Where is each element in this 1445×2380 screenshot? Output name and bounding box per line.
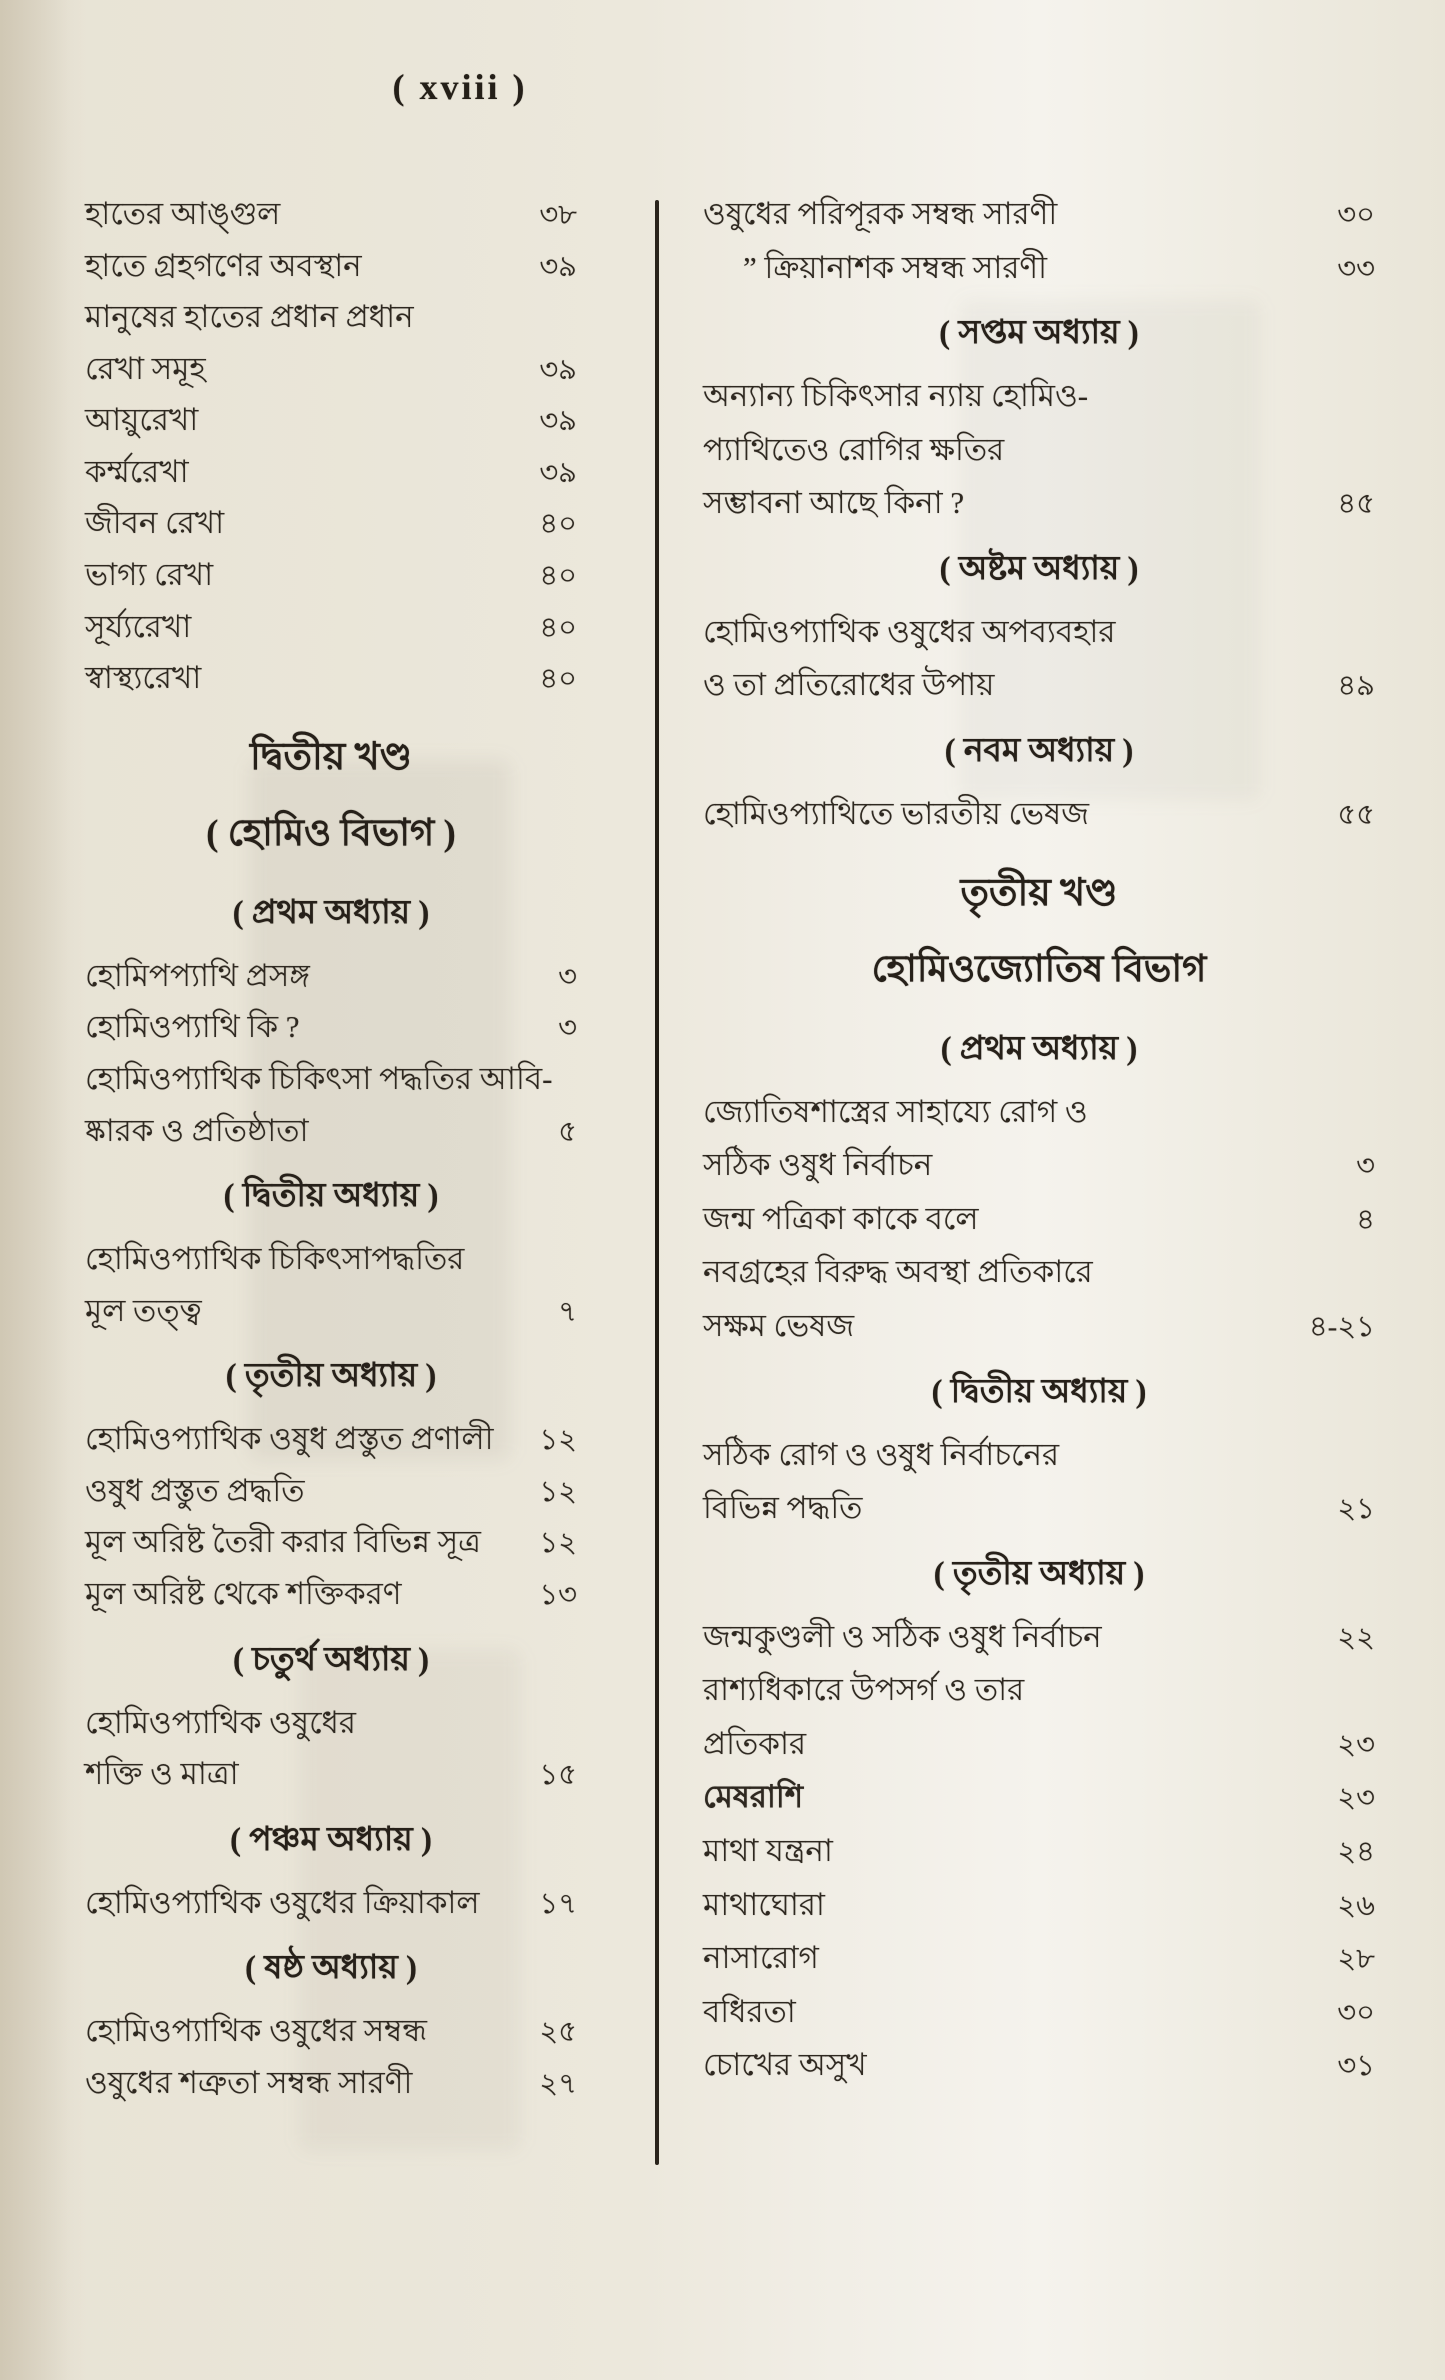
toc-entry	[85, 609, 577, 646]
toc-entry-title: স্বাস্থ্যরেখা	[85, 660, 202, 696]
toc-entry	[703, 1887, 1375, 1924]
toc-entry-title: বধিরতা	[703, 1993, 796, 2029]
toc-entry	[85, 1524, 577, 1561]
toc-entry-page: ২৭	[539, 2067, 577, 2100]
toc-entry-title: রেখা সমূহ	[85, 350, 206, 386]
toc-entry-title: হোমিওপ্যাথিক ওষুধ প্রস্তুত প্রণালী	[85, 1421, 494, 1457]
chapter-heading: ( প্রথম অধ্যায় )	[940, 1030, 1138, 1067]
toc-columns	[85, 196, 1375, 2165]
toc-entry-page: ১২	[539, 1527, 577, 1560]
toc-entry	[85, 660, 577, 697]
toc-entry-title: জ্যোতিষশাস্ত্রের সাহায্যে রোগ ও	[703, 1093, 1088, 1129]
toc-entry	[85, 402, 577, 439]
toc-entry	[85, 299, 577, 336]
toc-entry	[703, 667, 1375, 704]
toc-right-column	[659, 196, 1375, 2101]
toc-entry-page: ৫	[558, 1115, 577, 1148]
toc-entry-page: ৩	[558, 960, 577, 993]
division-heading: হোমিওজ্যোতিষ বিভাগ	[871, 948, 1207, 990]
toc-entry	[85, 1061, 577, 1098]
toc-entry	[85, 1113, 577, 1150]
toc-entry-title: ওষুধের শত্রুতা সম্বন্ধ সারণী	[85, 2064, 413, 2100]
toc-entry	[703, 1994, 1375, 2031]
toc-entry-title: হাতের আঙ্গুল	[85, 196, 281, 231]
toc-entry-page: ২৩	[1337, 1728, 1375, 1761]
toc-entry-page: ৩৯	[539, 405, 577, 438]
toc-entry-page: ২৮	[1337, 1943, 1375, 1976]
toc-entry-title: সঠিক রোগ ও ওষুধ নির্বাচনের	[703, 1436, 1059, 1472]
toc-entry-title: ওষুধের পরিপূরক সম্বন্ধ সারণী	[703, 196, 1058, 231]
toc-entry	[703, 1254, 1375, 1291]
toc-entry-title: সম্ভাবনা আছে কিনা ?	[703, 485, 965, 521]
toc-entry-page: ৪০	[539, 508, 577, 541]
toc-entry-title: সূর্য্যরেখা	[85, 608, 192, 644]
toc-entry	[703, 250, 1375, 287]
chapter-heading: ( নবম অধ্যায় )	[944, 733, 1134, 770]
toc-entry	[703, 1779, 1375, 1816]
toc-entry-page: ৪০	[539, 663, 577, 696]
toc-entry-title: অন্যান্য চিকিৎসার ন্যায় হোমিও-	[703, 378, 1089, 414]
toc-entry	[703, 1672, 1375, 1709]
volume-heading: তৃতীয় খণ্ড	[960, 871, 1118, 914]
toc-entry-page: ১৭	[539, 1887, 577, 1920]
toc-entry-page: ৩	[1356, 1150, 1375, 1183]
toc-entry-page: ৪৫	[1337, 488, 1375, 521]
toc-entry-title: হোমিওপ্যাথি কি ?	[85, 1009, 300, 1045]
toc-entry	[85, 1421, 577, 1458]
toc-entry-title: জীবন রেখা	[85, 505, 225, 541]
toc-entry-page: ৩০	[1337, 1996, 1375, 2029]
toc-entry-page: ৪-২১	[1308, 1310, 1375, 1343]
toc-entry-title: সঠিক ওষুধ নির্বাচন	[703, 1147, 933, 1183]
toc-entry	[85, 958, 577, 995]
toc-entry-page: ৪০	[539, 560, 577, 593]
toc-entry-page: ৪	[1356, 1203, 1375, 1236]
toc-entry-title: হোমিওপ্যাথিক ওষুধের অপব্যবহার	[703, 613, 1116, 649]
toc-entry-title: ” ক্রিয়ানাশক সম্বন্ধ সারণী	[743, 249, 1047, 285]
toc-entry-title: বিভিন্ন পদ্ধতি	[703, 1490, 863, 1526]
toc-entry-title: মূল অরিষ্ট থেকে শক্তিকরণ	[85, 1575, 402, 1611]
toc-entry	[85, 196, 577, 233]
toc-entry-title: কর্ম্মরেখা	[85, 453, 189, 489]
toc-entry-title: হোমিওপ্যাথিক চিকিৎসাপদ্ধতির	[85, 1241, 465, 1277]
toc-entry	[703, 796, 1375, 833]
page-number-header: ( xviii )	[392, 67, 528, 107]
toc-entry	[703, 2047, 1375, 2084]
toc-entry-title: শক্তি ও মাত্রা	[85, 1756, 239, 1792]
toc-entry-page: ৩৮	[539, 199, 577, 231]
toc-entry-page: ৩৯	[539, 353, 577, 386]
toc-entry	[85, 1241, 577, 1278]
toc-entry	[703, 196, 1375, 233]
toc-entry-title: হাতে গ্রহগণের অবস্থান	[85, 247, 362, 283]
toc-entry	[85, 1009, 577, 1046]
toc-entry	[85, 557, 577, 594]
toc-entry-title: মূল অরিষ্ট তৈরী করার বিভিন্ন সূত্র	[85, 1524, 481, 1560]
toc-entry-title: ও তা প্রতিরোধের উপায়	[703, 667, 995, 703]
toc-entry	[85, 1885, 577, 1922]
toc-entry	[85, 1705, 577, 1742]
toc-entry	[85, 248, 577, 285]
toc-entry	[85, 351, 577, 388]
toc-entry-page: ২৬	[1337, 1889, 1375, 1922]
toc-entry	[703, 378, 1375, 415]
toc-entry-page: ১২	[539, 1424, 577, 1457]
chapter-heading: ( দ্বিতীয় অধ্যায় )	[931, 1373, 1147, 1410]
toc-entry-page: ১২	[539, 1475, 577, 1508]
toc-entry-title: ষ্কারক ও প্রতিষ্ঠাতা	[85, 1112, 309, 1148]
toc-entry-page: ২৩	[1337, 1782, 1375, 1815]
toc-entry-title: হোমিপপ্যাথি প্রসঙ্গ	[85, 957, 310, 993]
toc-entry	[703, 1308, 1375, 1345]
toc-entry-title: হোমিওপ্যাথিতে ভারতীয় ভেষজ	[703, 796, 1089, 832]
toc-entry-title: হোমিওপ্যাথিক ওষুধের	[85, 1704, 356, 1740]
toc-entry	[85, 454, 577, 491]
toc-entry-page: ৩১	[1337, 2050, 1375, 2083]
toc-entry-title: মাথা যন্ত্রনা	[703, 1832, 833, 1868]
toc-entry	[85, 2013, 577, 2050]
toc-entry-page: ৭	[558, 1295, 577, 1328]
toc-entry	[703, 1147, 1375, 1184]
toc-entry-title: মাথাঘোরা	[703, 1886, 825, 1922]
chapter-heading: ( দ্বিতীয় অধ্যায় )	[223, 1178, 439, 1215]
toc-entry-page: ২৪	[1337, 1835, 1375, 1868]
toc-entry	[85, 1293, 577, 1330]
toc-entry-page: ৩৩	[1337, 252, 1375, 285]
division-heading: ( হোমিও বিভাগ )	[206, 812, 456, 854]
chapter-heading: ( চতুর্থ অধ্যায় )	[232, 1641, 430, 1678]
toc-entry	[703, 485, 1375, 522]
toc-entry-title: নাসারোগ	[703, 1940, 819, 1976]
toc-entry-title: জন্মকুণ্ডলী ও সঠিক ওষুধ নির্বাচন	[703, 1618, 1102, 1654]
toc-entry-page: ৩	[558, 1012, 577, 1045]
toc-left-column	[85, 196, 655, 2116]
toc-entry-title: চোখের অসুখ	[703, 2047, 867, 2083]
volume-heading: দ্বিতীয় খণ্ড	[250, 735, 412, 778]
toc-entry-page: ২১	[1337, 1493, 1375, 1526]
chapter-heading: ( পঞ্চম অধ্যায় )	[230, 1821, 432, 1858]
toc-entry-page: ৩০	[1337, 199, 1375, 231]
toc-entry-title: রাশ্যধিকারে উপসর্গ ও তার	[703, 1672, 1025, 1708]
chapter-heading: ( তৃতীয় অধ্যায় )	[933, 1555, 1145, 1592]
toc-entry-page: ২২	[1337, 1621, 1375, 1654]
toc-entry-page: ৫৫	[1337, 799, 1375, 832]
toc-entry-title: মূল তত্ত্ব	[85, 1292, 202, 1328]
toc-entry-title: মানুষের হাতের প্রধান প্রধান	[85, 299, 414, 335]
toc-entry-title: হোমিওপ্যাথিক ওষুধের সম্বন্ধ	[85, 2013, 427, 2049]
toc-entry	[703, 614, 1375, 651]
chapter-heading: ( প্রথম অধ্যায় )	[232, 894, 430, 931]
toc-entry	[703, 1940, 1375, 1977]
toc-entry	[703, 432, 1375, 469]
toc-entry-title: ওষুধ প্রস্তুত প্রদ্ধতি	[85, 1472, 305, 1508]
toc-entry-title: নবগ্রহের বিরুদ্ধ অবস্থা প্রতিকারে	[703, 1254, 1093, 1290]
toc-entry-page: ১৫	[539, 1759, 577, 1792]
toc-entry	[703, 1490, 1375, 1527]
toc-entry-title: প্রতিকার	[703, 1725, 806, 1761]
toc-entry-title: হোমিওপ্যাথিক চিকিৎসা পদ্ধতির আবি-	[85, 1060, 553, 1096]
toc-entry	[85, 1756, 577, 1793]
toc-entry	[85, 1473, 577, 1510]
toc-entry	[85, 2065, 577, 2102]
toc-entry-page: ৪০	[539, 611, 577, 644]
toc-entry-title: জন্ম পত্রিকা কাকে বলে	[703, 1200, 979, 1236]
chapter-heading: ( ষষ্ঠ অধ্যায় )	[244, 1950, 418, 1987]
toc-entry	[703, 1094, 1375, 1131]
toc-entry	[703, 1833, 1375, 1870]
toc-entry-page: ৩৯	[539, 456, 577, 489]
toc-entry-title: মেষরাশি	[703, 1779, 804, 1815]
toc-entry	[703, 1201, 1375, 1238]
chapter-heading: ( সপ্তম অধ্যায় )	[939, 315, 1139, 352]
toc-entry-page: ৪৯	[1337, 670, 1375, 703]
toc-entry-title: ভাগ্য রেখা	[85, 557, 214, 593]
chapter-heading: ( অষ্টম অধ্যায় )	[939, 550, 1139, 587]
toc-entry-page: ২৫	[539, 2016, 577, 2049]
toc-entry	[85, 1576, 577, 1613]
chapter-heading: ( তৃতীয় অধ্যায় )	[225, 1358, 437, 1395]
toc-entry-title: প্যাথিতেও রোগির ক্ষতির	[703, 431, 1005, 467]
toc-entry-title: সক্ষম ভেষজ	[703, 1307, 855, 1343]
toc-entry-title: হোমিওপ্যাথিক ওষুধের ক্রিয়াকাল	[85, 1884, 480, 1920]
toc-entry	[85, 505, 577, 542]
toc-entry	[703, 1726, 1375, 1763]
toc-entry	[703, 1619, 1375, 1656]
toc-entry	[703, 1437, 1375, 1474]
toc-entry-title: আয়ুরেখা	[85, 402, 199, 438]
toc-entry-page: ৩৯	[539, 250, 577, 283]
toc-entry-page: ১৩	[539, 1578, 577, 1611]
